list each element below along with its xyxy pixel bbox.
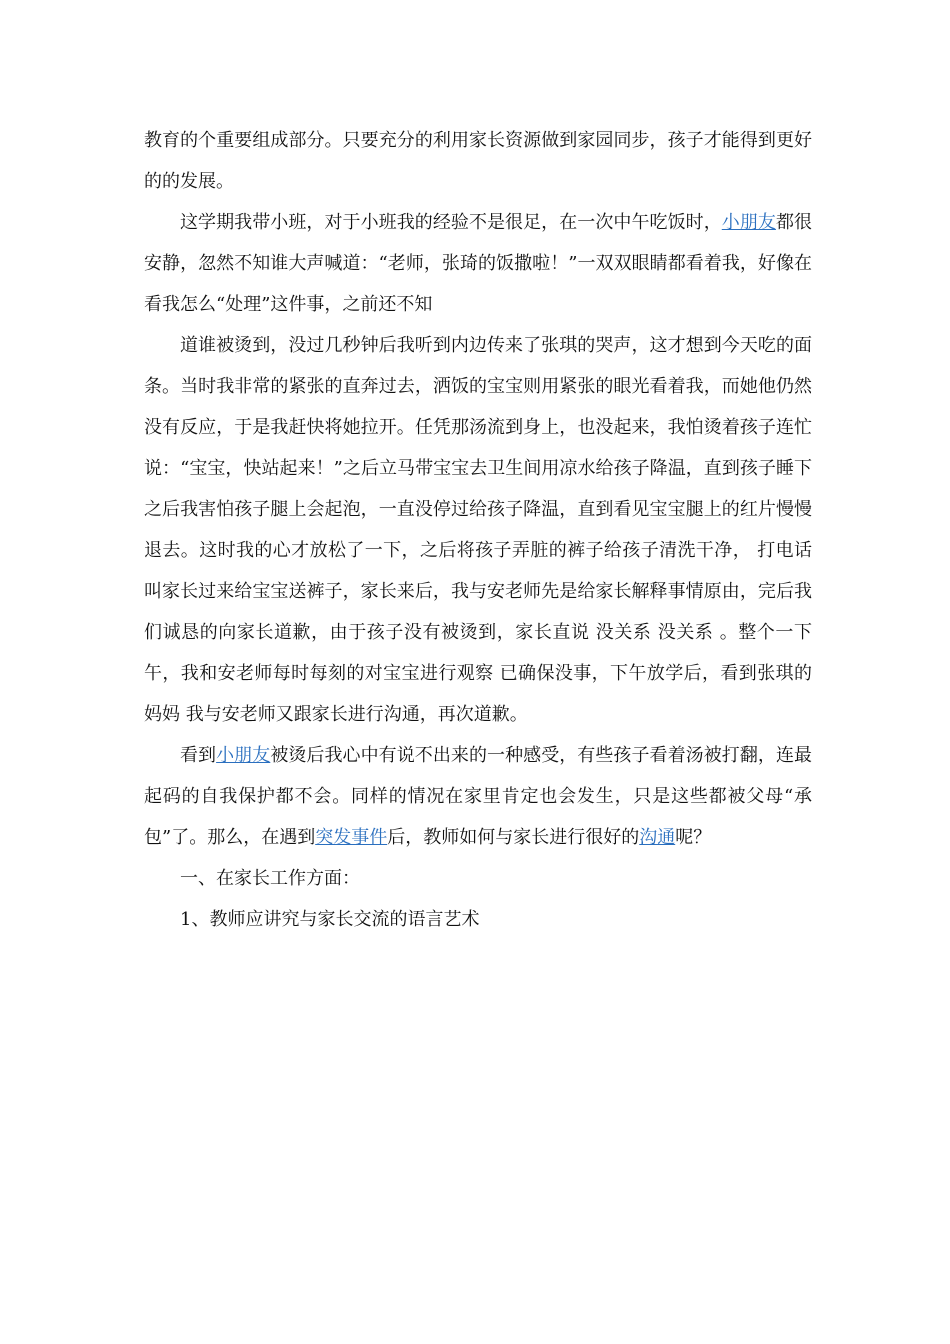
paragraph-reflection-text-2: 被烫后我心中有说不出来的一种感受，有些孩子看着汤被打翻，连最起码的自我保护都不会。同样的情况在家里肯定也会发生，只是这些都被父母“承包”了。那么，在遇到: [144, 745, 813, 848]
subsection-heading-language-art-text: 1、教师应讲究与家长交流的语言艺术: [180, 909, 480, 930]
paragraph-reflection-text-4: 呢？: [675, 827, 712, 848]
section-heading-parent-work-text: 一、在家长工作方面：: [180, 868, 360, 889]
paragraph-reflection-text-3: 后，教师如何与家长进行很好的: [387, 827, 640, 848]
paragraph-lunch-text-2: 都很安静，忽然不知谁大声喊道：“老师，张琦的饭撒啦！”一双双眼睛都看着我，好像在看我怎么“处理”这件事，之前还不知: [144, 212, 813, 315]
section-heading-parent-work: [144, 858, 812, 899]
paragraph-lunch-incident: [144, 202, 812, 325]
paragraph-intro: [144, 120, 812, 202]
paragraph-lunch-text-1: 这学期我带小班，对于小班我的经验不是很足，在一次中午吃饭时，: [180, 212, 722, 233]
paragraph-scald-text: 道谁被烫到，没过几秒钟后我听到内边传来了张琪的哭声，这才想到今天吃的面条。当时我非常的紧张的直奔过去，洒饭的宝宝则用紧张的眼光看着我，而她他仍然没有反应，于是我赶快将她拉开。任凭那汤流到身上，也没起来，我怕烫着孩子连忙说：“宝宝，快站起来！”之后立马带宝宝去卫生间用凉水给孩子降温，直到孩子睡下之后我害怕孩子腿上会起泡，一直没停过给孩子降温，直到看见宝宝腿上的红片慢慢退去。这时我的心才放松了一下，之后将孩子弄脏的裤子给孩子清洗干净， 打电话叫家长过来给宝宝送裤子，家长来后，我与安老师先是给家长解释事情原由，完后我们诚恳的向家长道歉，由于孩子没有被烫到，家长直说 没关系 没关系 。整个一下午，我和安老师每时每刻的对宝宝进行观察 已确保没事，下午放学后，看到张琪的妈妈 我与安老师又跟家长进行沟通，再次道歉。: [144, 335, 812, 725]
link-goutong[interactable]: 沟通: [639, 827, 676, 848]
paragraph-reflection-text-1: 看到: [180, 745, 217, 766]
link-xiao-pengyou-2[interactable]: 小朋友: [216, 745, 271, 766]
paragraph-intro-text: 教育的个重要组成部分。只要充分的利用家长资源做到家园同步，孩子才能得到更好的的发展。: [144, 130, 812, 192]
document-page: [144, 120, 812, 940]
link-tufa-shijian[interactable]: 突发事件: [315, 827, 388, 848]
paragraph-scald-handling: [144, 325, 812, 735]
link-xiao-pengyou[interactable]: 小朋友: [721, 212, 776, 233]
paragraph-reflection: [144, 735, 812, 858]
subsection-heading-language-art: [144, 899, 812, 940]
